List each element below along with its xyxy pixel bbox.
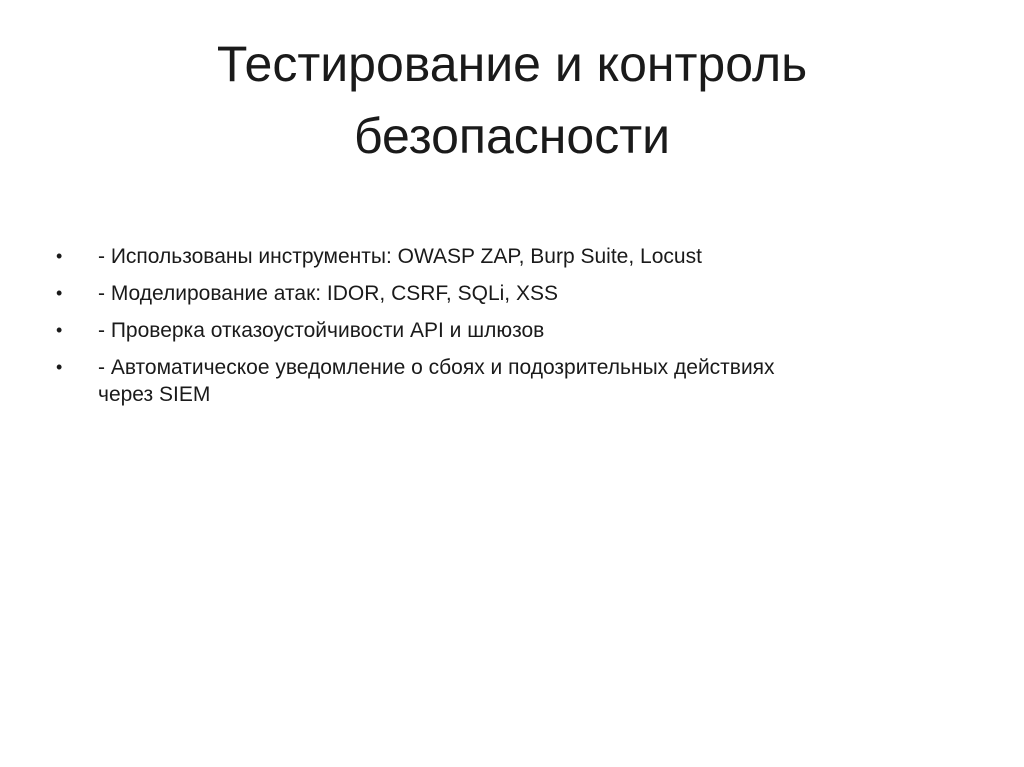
bullet-text: - Автоматическое уведомление о сбоях и подозрительных действиях через SIEM	[98, 356, 775, 406]
bullet-dot-icon: •	[56, 283, 63, 303]
bullet-item	[56, 317, 956, 344]
bullet-text: - Использованы инструменты: OWASP ZAP, Burp Suite, Locust	[98, 245, 702, 268]
slide-title	[60, 28, 964, 172]
bullet-dot-icon: •	[56, 357, 63, 377]
bullet-text: - Моделирование атак: IDOR, CSRF, SQLi, XSS	[98, 282, 558, 305]
slide-title-line-2: безопасности	[353, 108, 671, 164]
bullet-text: - Проверка отказоустойчивости API и шлюзов	[98, 319, 545, 342]
bullet-item	[56, 280, 956, 307]
slide-title-line-1: Тестирование и контроль	[216, 36, 808, 92]
bullet-item	[56, 354, 956, 408]
bullet-item	[56, 243, 956, 270]
bullet-list	[56, 243, 956, 418]
bullet-dot-icon: •	[56, 246, 63, 266]
bullet-dot-icon: •	[56, 320, 63, 340]
